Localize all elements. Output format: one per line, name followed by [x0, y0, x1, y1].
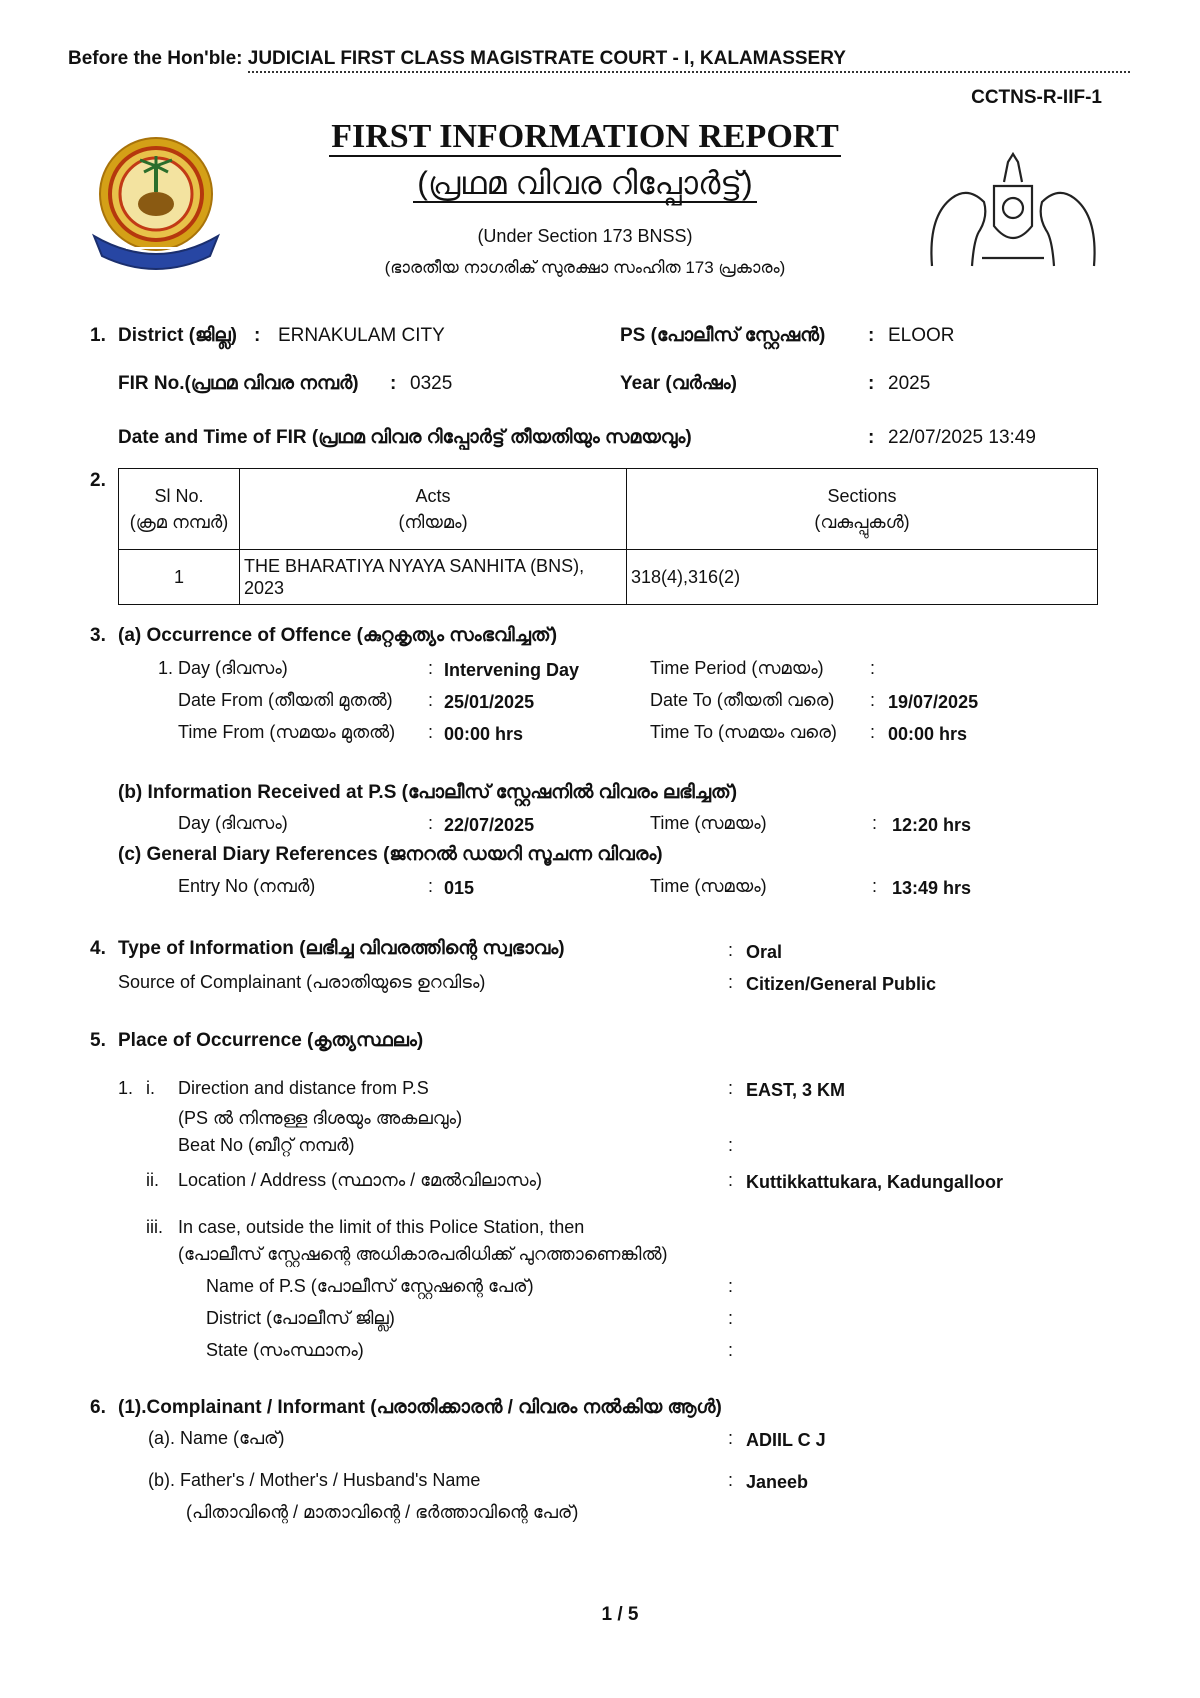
b-time-value: 12:20 hrs — [892, 815, 972, 835]
page-title-ml: (പ്രഥമ വിവര റിപ്പോർട്ട്) — [0, 165, 1170, 203]
name-value: ADIIL C J — [746, 1430, 826, 1450]
section2-num: 2. — [90, 470, 106, 491]
section6-num: 6. — [90, 1397, 106, 1418]
beat-label: Beat No (ബീറ്റ് നമ്പർ) — [178, 1135, 355, 1155]
date-to-colon: : — [870, 690, 876, 710]
col-acts — [240, 469, 627, 550]
location-label: Location / Address (സ്ഥാനം / മേൽവിലാസം) — [178, 1170, 542, 1190]
year-colon: : — [868, 373, 875, 394]
col-sl — [119, 469, 240, 550]
time-to-label: Time To (സമയം വരെ) — [650, 722, 837, 742]
date-to-label: Date To (തീയതി വരെ) — [650, 690, 835, 710]
time-from-label: Time From (സമയം മുതൽ) — [178, 722, 396, 742]
c-time-label: Time (സമയം) — [650, 876, 767, 896]
row-sl: 1 — [119, 550, 240, 605]
year-label: Year (വർഷം) — [620, 373, 737, 394]
row-act: THE BHARATIYA NYAYA SANHITA (BNS), 2023 — [240, 550, 627, 605]
state-label: State (സംസ്ഥാനം) — [206, 1340, 364, 1360]
time-to-colon: : — [870, 722, 876, 742]
table-row — [119, 550, 1098, 605]
datetime-colon: : — [868, 427, 875, 448]
type-label: Type of Information (ലഭിച്ച വിവരത്തിന്റെ സ്വഭാവം) — [118, 938, 565, 959]
court-prefix: Before the Hon'ble: — [68, 48, 243, 69]
date-from-colon: : — [428, 690, 434, 710]
b-day-label: Day (ദിവസം) — [178, 813, 288, 833]
fir-colon: : — [390, 373, 397, 394]
father-value: Janeeb — [746, 1472, 809, 1492]
outside-label: In case, outside the limit of this Police Station, then — [178, 1217, 585, 1237]
datetime-label: Date and Time of FIR (പ്രഥമ വിവര റിപ്പോർട്ട് തീയതിയും സമയവും) — [118, 427, 692, 448]
date-from-label: Date From (തീയതി മുതൽ) — [178, 690, 393, 710]
col-sl-label: Sl No. — [154, 486, 204, 506]
name-label: (a). Name (പേര്) — [148, 1428, 285, 1448]
time-to-value: 00:00 hrs — [888, 724, 968, 744]
under-section: (Under Section 173 BNSS) — [477, 226, 693, 246]
direction-colon: : — [728, 1078, 734, 1098]
col-acts-label-ml: (നിയമം) — [398, 512, 468, 532]
beat-colon: : — [728, 1135, 734, 1155]
type-value: Oral — [746, 942, 783, 962]
ps-colon: : — [868, 325, 875, 346]
section1-num: 1. — [90, 325, 106, 346]
place-i-num: i. — [146, 1078, 155, 1098]
day-colon: : — [428, 658, 434, 678]
year-value: 2025 — [888, 373, 931, 394]
day-value: Intervening Day — [444, 660, 580, 680]
day-label: 1. Day (ദിവസം) — [158, 658, 288, 678]
page-title: FIRST INFORMATION REPORT — [331, 118, 839, 155]
acts-table-header — [119, 469, 1098, 550]
col-sections-label: Sections — [827, 486, 897, 506]
col-acts-label: Acts — [415, 486, 451, 506]
location-value: Kuttikkattukara, Kadungalloor — [746, 1172, 1004, 1192]
ps-value: ELOOR — [888, 325, 955, 346]
c-time-value: 13:49 hrs — [892, 878, 972, 898]
b-day-colon: : — [428, 813, 434, 833]
section3b-title: (b) Information Received at P.S (പോലീസ് സ്റ്റേഷനിൽ വിവരം ലഭിച്ചത്) — [118, 782, 738, 803]
section6-title: (1).Complainant / Informant (പരാതിക്കാരൻ / വിവരം നൽകിയ ആൾ) — [118, 1397, 722, 1418]
ps-label: PS (പോലീസ് സ്റ്റേഷൻ) — [620, 325, 826, 346]
section3a-title: (a) Occurrence of Offence (കുറ്റകൃത്യം സംഭവിച്ചത്) — [118, 625, 558, 646]
fir-value: 0325 — [410, 373, 453, 394]
location-colon: : — [728, 1170, 734, 1190]
district-value: ERNAKULAM CITY — [278, 325, 445, 346]
direction-label: Direction and distance from P.S — [178, 1078, 429, 1098]
entry-value: 015 — [444, 878, 475, 898]
b-time-label: Time (സമയം) — [650, 813, 767, 833]
section4-num: 4. — [90, 938, 106, 959]
time-period-label: Time Period (സമയം) — [650, 658, 824, 678]
datetime-value: 22/07/2025 13:49 — [888, 427, 1036, 448]
source-label: Source of Complainant (പരാതിയുടെ ഉറവിടം) — [118, 972, 486, 992]
district-colon: : — [254, 325, 261, 346]
c-time-colon: : — [872, 876, 878, 896]
entry-label: Entry No (നമ്പർ) — [178, 876, 316, 896]
outside-district-label: District (പോലീസ് ജില്ല) — [206, 1308, 395, 1328]
b-day-value: 22/07/2025 — [444, 815, 535, 835]
section5-num: 5. — [90, 1030, 106, 1051]
form-code: CCTNS-R-IIF-1 — [971, 87, 1102, 108]
col-sections-label-ml: (വകുപ്പുകൾ) — [814, 512, 910, 532]
source-value: Citizen/General Public — [746, 974, 937, 994]
direction-value: EAST, 3 KM — [746, 1080, 846, 1100]
state-colon: : — [728, 1340, 734, 1360]
court-line — [68, 48, 1130, 73]
fir-label: FIR No.(പ്രഥമ വിവര നമ്പർ) — [118, 373, 359, 394]
source-colon: : — [728, 972, 734, 992]
time-period-colon: : — [870, 658, 876, 678]
date-from-value: 25/01/2025 — [444, 692, 535, 712]
row-sections: 318(4),316(2) — [627, 550, 1098, 605]
father-label: (b). Father's / Mother's / Husband's Name — [148, 1470, 481, 1490]
acts-table — [118, 468, 1098, 605]
under-section-ml: (ഭാരതീയ നാഗരിക് സുരക്ഷാ സംഹിത 173 പ്രകാരം) — [384, 258, 786, 277]
place-iii-num: iii. — [146, 1217, 163, 1237]
place-ii-num: ii. — [146, 1170, 159, 1190]
col-sections — [627, 469, 1098, 550]
court-name: JUDICIAL FIRST CLASS MAGISTRATE COURT - I, KALAMASSERY — [248, 48, 1130, 73]
page-number: 1 / 5 — [601, 1604, 639, 1625]
section3-num: 3. — [90, 625, 106, 646]
ps-name-colon: : — [728, 1276, 734, 1296]
place-item-num: 1. — [118, 1078, 134, 1098]
section3c-title: (c) General Diary References (ജനറൽ ഡയറി സൂചന്ന വിവരം) — [118, 844, 663, 865]
time-from-value: 00:00 hrs — [444, 724, 524, 744]
outside-district-colon: : — [728, 1308, 734, 1328]
b-time-colon: : — [872, 813, 878, 833]
section5-title: Place of Occurrence (കൃത്യസ്ഥലം) — [118, 1030, 424, 1051]
entry-colon: : — [428, 876, 434, 896]
outside-label-ml: (പോലീസ് സ്റ്റേഷന്റെ അധികാരപരിധിക്ക് പുറത്താണെങ്കിൽ) — [178, 1244, 668, 1264]
district-label: District (ജില്ല) — [118, 325, 237, 346]
ps-name-label: Name of P.S (പോലീസ് സ്റ്റേഷന്റെ പേര്) — [206, 1276, 534, 1296]
time-from-colon: : — [428, 722, 434, 742]
date-to-value: 19/07/2025 — [888, 692, 979, 712]
father-label-ml: (പിതാവിന്റെ / മാതാവിന്റെ / ഭർത്താവിന്റെ പേര്) — [186, 1502, 579, 1522]
father-colon: : — [728, 1470, 734, 1490]
direction-label-ml: (PS ൽ നിന്നുള്ള ദിശയും അകലവും) — [178, 1108, 463, 1128]
type-colon: : — [728, 940, 734, 960]
col-sl-label-ml: (ക്രമ നമ്പർ) — [129, 512, 229, 532]
name-colon: : — [728, 1428, 734, 1448]
